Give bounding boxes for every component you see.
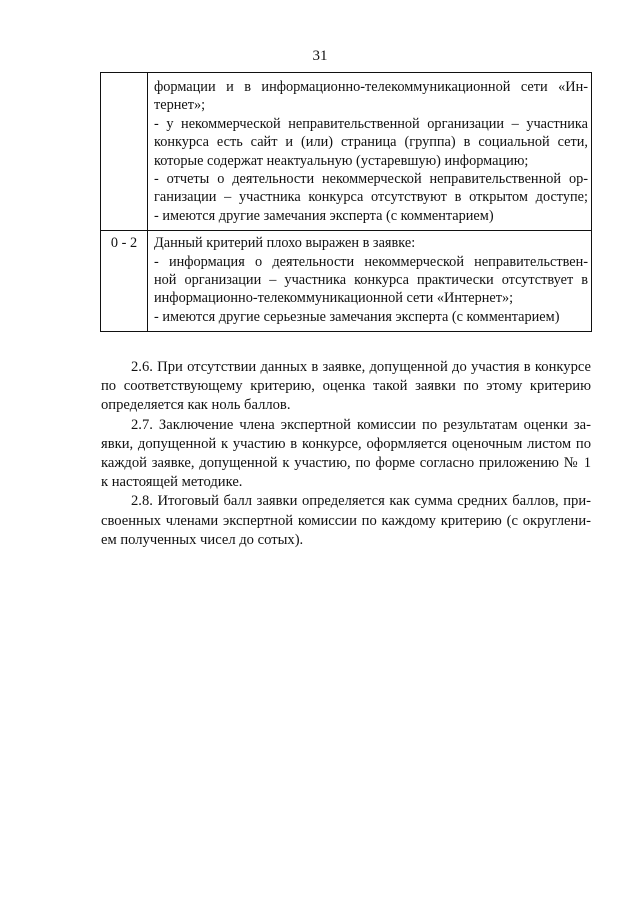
text-line: - информация о деятельности некоммерческой неправительствен- [154, 253, 588, 270]
text-line: 2.7. Заключение члена экспертной комиссии по результатам оценки за- [131, 416, 591, 433]
text-line: формации и в информационно-телекоммуникационной сети «Ин- [154, 79, 588, 95]
description-cell [148, 231, 592, 332]
score-cell: 0 - 2 [101, 231, 148, 332]
text-line: информационно-телекоммуникационной сети «Интернет»; [154, 290, 514, 307]
text-line: ной организации – участника конкурса практически отсутствует в [154, 272, 588, 289]
text-line: к настоящей методике. [101, 474, 243, 491]
page-number: 31 [312, 48, 328, 64]
text-line: конкурса есть сайт и (или) страница (группа) в социальной сети, [154, 134, 588, 151]
text-line: - имеются другие серьезные замечания эксперта (с комментарием) [154, 308, 560, 325]
text-line: явки, допущенной к участию в конкурсе, оформляется оценочным листом по [101, 435, 591, 452]
text-line: Данный критерий плохо выражен в заявке: [154, 235, 416, 252]
paragraph-2-7 [101, 416, 591, 493]
text-line: по соответствующему критерию, оценка такой заявки по этому критерию [101, 378, 591, 395]
score-cell [101, 73, 148, 231]
text-line: - у некоммерческой неправительственной организации – участника [154, 115, 588, 132]
text-line: каждой заявке, допущенной к участию, по форме согласно приложению № 1 [101, 455, 591, 472]
text-line: своенных членами экспертной комиссии по каждому критерию (с округлени- [101, 512, 591, 529]
table-row [101, 73, 592, 231]
text-line: 2.6. При отсутствии данных в заявке, допущенной до участия в конкурсе [131, 359, 591, 375]
text-line: ем полученных чисел до сотых). [101, 531, 304, 548]
text-line: определяется как ноль баллов. [101, 397, 291, 414]
description-cell [148, 73, 592, 231]
text-line: ганизации – участника конкурса отсутствуют в открытом доступе; [154, 189, 588, 206]
body-text [101, 358, 591, 550]
paragraph-2-8 [101, 492, 591, 550]
text-line: тернет»; [154, 97, 206, 114]
text-line: 2.8. Итоговый балл заявки определяется как сумма средних баллов, при- [131, 493, 591, 510]
paragraph-2-6 [101, 358, 591, 416]
criteria-table [100, 72, 592, 332]
text-line: которые содержат неактуальную (устаревшую) информацию; [154, 152, 529, 169]
text-line: - отчеты о деятельности некоммерческой неправительственной ор- [154, 171, 588, 188]
text-line: - имеются другие замечания эксперта (с комментарием) [154, 207, 494, 224]
table-row [101, 231, 592, 332]
